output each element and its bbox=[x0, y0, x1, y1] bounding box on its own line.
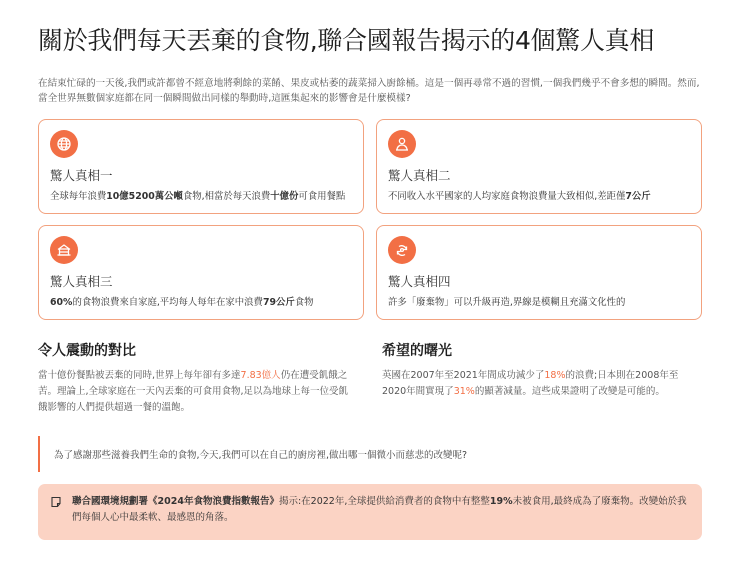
source-note: 聯合國環境規劃署《2024年食物浪費指數報告》揭示:在2022年,全球提供給消費者的食物中有整整19%未被食用,最終成為了廢棄物。改變始於我們每個人心中最柔軟、最感恩的角落。 bbox=[38, 484, 702, 540]
page-title: 關於我們每天丟棄的食物,聯合國報告揭示的4個驚人真相 bbox=[38, 26, 655, 55]
reflection-quote: 為了感謝那些滋養我們生命的食物,今天,我們可以在自己的廚房裡,做出哪一個微小而慈悲的改變呢? bbox=[38, 436, 702, 472]
fact-card-title: 驚人真相三 bbox=[50, 274, 113, 289]
globe-icon bbox=[56, 136, 72, 152]
note-icon bbox=[50, 496, 62, 508]
fact-card-3 bbox=[38, 225, 364, 320]
fact-card-4 bbox=[376, 225, 702, 320]
intro-paragraph: 在結束忙碌的一天後,我們或許都曾不經意地將剩餘的菜餚、果皮或枯萎的蔬菜掃入廚餘桶。這是一個再尋常不過的習慣,一個我們幾乎不會多想的瞬間。然而,當全世界無數個家庭都在同一個瞬間做出同樣的舉動時,這匯集起來的影響會是什麼模樣? bbox=[38, 78, 700, 104]
fact-card-body: 60%的食物浪費來自家庭,平均每人每年在家中浪費79公斤食物 bbox=[50, 297, 314, 308]
globe-badge bbox=[50, 130, 78, 158]
hope-body: 英國在2007年至2021年間成功減少了18%的浪費;日本則在2008年至2020年間實現了31%的顯著減量。這些成果證明了改變是可能的。 bbox=[382, 370, 679, 397]
recycle-badge bbox=[388, 236, 416, 264]
fact-card-body: 全球每年浪費10億5200萬公噸食物,相當於每天浪費十億份可食用餐點 bbox=[50, 191, 346, 202]
person-icon bbox=[394, 136, 410, 152]
fact-card-1 bbox=[38, 119, 364, 214]
fact-card-title: 驚人真相二 bbox=[388, 168, 451, 183]
fact-card-title: 驚人真相一 bbox=[50, 168, 113, 183]
contrast-title: 令人震動的對比 bbox=[38, 343, 136, 359]
hope-title: 希望的曙光 bbox=[382, 343, 452, 359]
fact-card-body: 許多「廢棄物」可以升級再造,界線是模糊且充滿文化性的 bbox=[388, 297, 626, 308]
contrast-body: 當十億份餐點被丟棄的同時,世界上每年卻有多達7.83億人仍在遭受飢餓之苦。理論上,全球家庭在一天內丟棄的可食用食物,足以為地球上每一位受飢餓影響的人們提供超過一餐的溫飽。 bbox=[38, 370, 349, 413]
fact-card-title: 驚人真相四 bbox=[388, 274, 451, 289]
recycle-icon bbox=[394, 242, 410, 258]
fact-card-2 bbox=[376, 119, 702, 214]
fact-card-body: 不同收入水平國家的人均家庭食物浪費量大致相似,差距僅7公斤 bbox=[388, 191, 651, 202]
house-badge bbox=[50, 236, 78, 264]
person-badge bbox=[388, 130, 416, 158]
house-icon bbox=[56, 242, 72, 258]
